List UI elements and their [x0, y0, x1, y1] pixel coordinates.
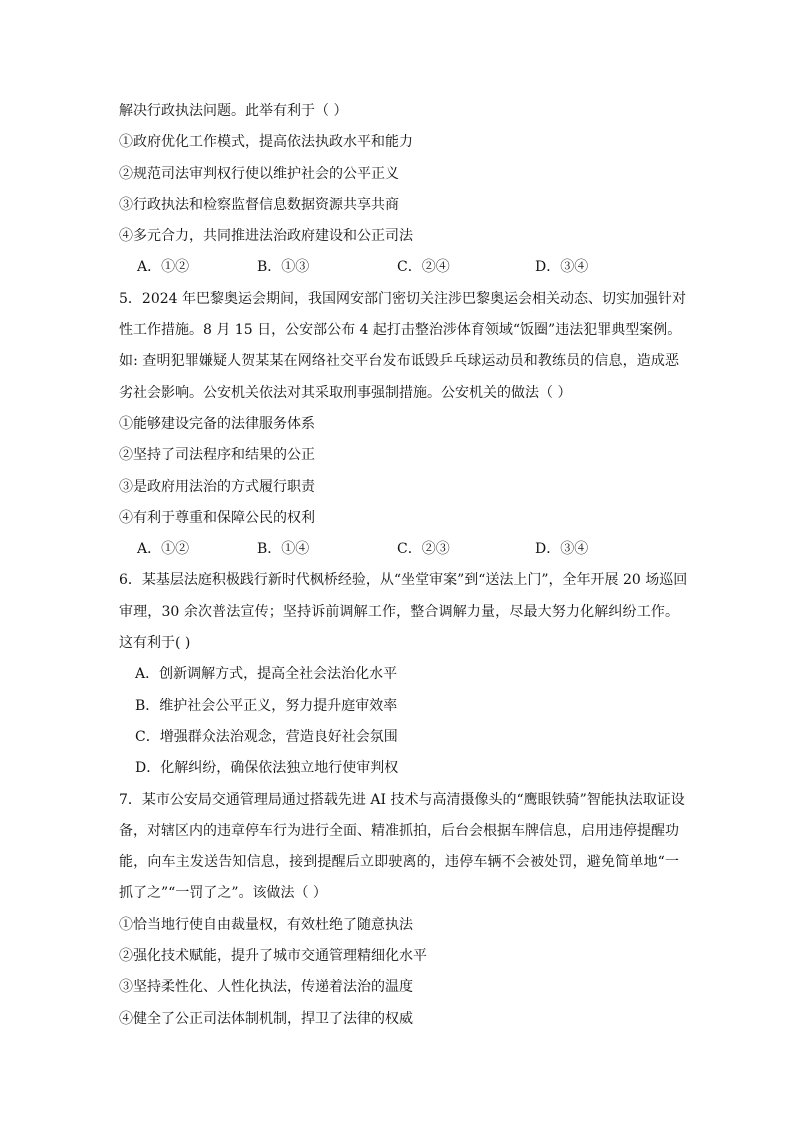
q5-statement-3: ③是政府用法治的方式履行职责: [119, 478, 315, 495]
q4-statement-2: ②规范司法审判权行使以维护社会的公平正义: [119, 165, 399, 182]
q6-choice-c: C．增强群众法治观念，营造良好社会氛围: [135, 728, 398, 745]
q5-stem-line-4: 劣社会影响。公安机关依法对其采取刑事强制措施。公安机关的做法（ ）: [119, 384, 572, 401]
q5-stem-line-3: 如: 查明犯罪嫌疑人贺某某在网络社交平台发布诋毁乒乓球运动员和教练员的信息，造成恶: [119, 353, 679, 370]
q7-stem-line-4: 抓了之”“一罚了之”。该做法（ ）: [119, 885, 327, 902]
q4-stem-tail: 解决行政执法问题。此举有利于（ ）: [119, 103, 348, 119]
q7-statement-1: ①恰当地行使自由裁量权，有效杜绝了随意执法: [119, 916, 413, 933]
q4-options: [119, 252, 679, 283]
q4-statement-3: ③行政执法和检察监督信息数据资源共享共商: [119, 196, 399, 213]
q4-option-d: D．③④: [535, 259, 589, 276]
q5-statement-1: ①能够建设完备的法律服务体系: [119, 415, 315, 432]
q7-stem-line-1: 7．某市公安局交通管理局通过搭载先进 AI 技术与高清摄像头的“鹰眼铁骑”智能执法取证设: [119, 791, 685, 808]
q5-statement-4: ④有利于尊重和保障公民的权利: [119, 509, 315, 526]
q7-statement-2: ②强化技术赋能，提升了城市交通管理精细化水平: [119, 948, 427, 965]
q6-stem-line-3: 这有利于( ): [119, 635, 191, 652]
q5-option-c: C．②③: [397, 541, 450, 558]
q5-options: [119, 534, 679, 565]
q6-stem-line-1: 6．某基层法庭积极践行新时代枫桥经验，从“坐堂审案”到“送法上门”，全年开展 20 场巡回: [119, 572, 688, 589]
q7-statement-3: ③坚持柔性化、人性化执法，传递着法治的温度: [119, 979, 413, 996]
q7-stem-line-3: 能，向车主发送告知信息，接到提醒后立即驶离的，违停车辆不会被处罚，避免简单地“一: [119, 854, 679, 871]
q6-choice-d: D．化解纠纷，确保依法独立地行使审判权: [135, 760, 399, 777]
q4-statement-4: ④多元合力，共同推进法治政府建设和公正司法: [119, 228, 413, 245]
q6-stem-line-2: 审理，30 余次普法宣传；坚持诉前调解工作，整合调解力量，尽最大努力化解纠纷工作。: [119, 603, 679, 620]
q4-option-b: B．①③: [257, 259, 310, 276]
q4-statement-1: ①政府优化工作模式，提高依法执政水平和能力: [119, 134, 413, 151]
page-content: [119, 96, 688, 1035]
q4-option-a: A．①②: [137, 259, 190, 276]
q6-choice-b: B．维护社会公平正义，努力提升庭审效率: [135, 697, 398, 714]
q5-option-a: A．①②: [137, 541, 190, 558]
q5-option-b: B．①④: [257, 541, 310, 558]
q5-option-d: D．③④: [535, 541, 589, 558]
q5-stem-line-1: 5．2024 年巴黎奥运会期间，我国网安部门密切关注涉巴黎奥运会相关动态、切实加强针对: [119, 290, 686, 307]
q6-choice-a: A．创新调解方式，提高全社会法治化水平: [135, 666, 398, 683]
q5-stem-line-2: 性工作措施。8 月 15 日，公安部公布 4 起打击整治涉体育领域“饭圈”违法犯罪典型案例。: [119, 322, 682, 339]
q5-statement-2: ②坚持了司法程序和结果的公正: [119, 447, 315, 464]
q7-stem-line-2: 备，对辖区内的违章停车行为进行全面、精准抓拍，后台会根据车牌信息，启用违停提醒功: [119, 822, 679, 839]
q7-statement-4: ④健全了公正司法体制机制，捍卫了法律的权威: [119, 1010, 413, 1027]
q4-option-c: C．②④: [397, 259, 450, 276]
